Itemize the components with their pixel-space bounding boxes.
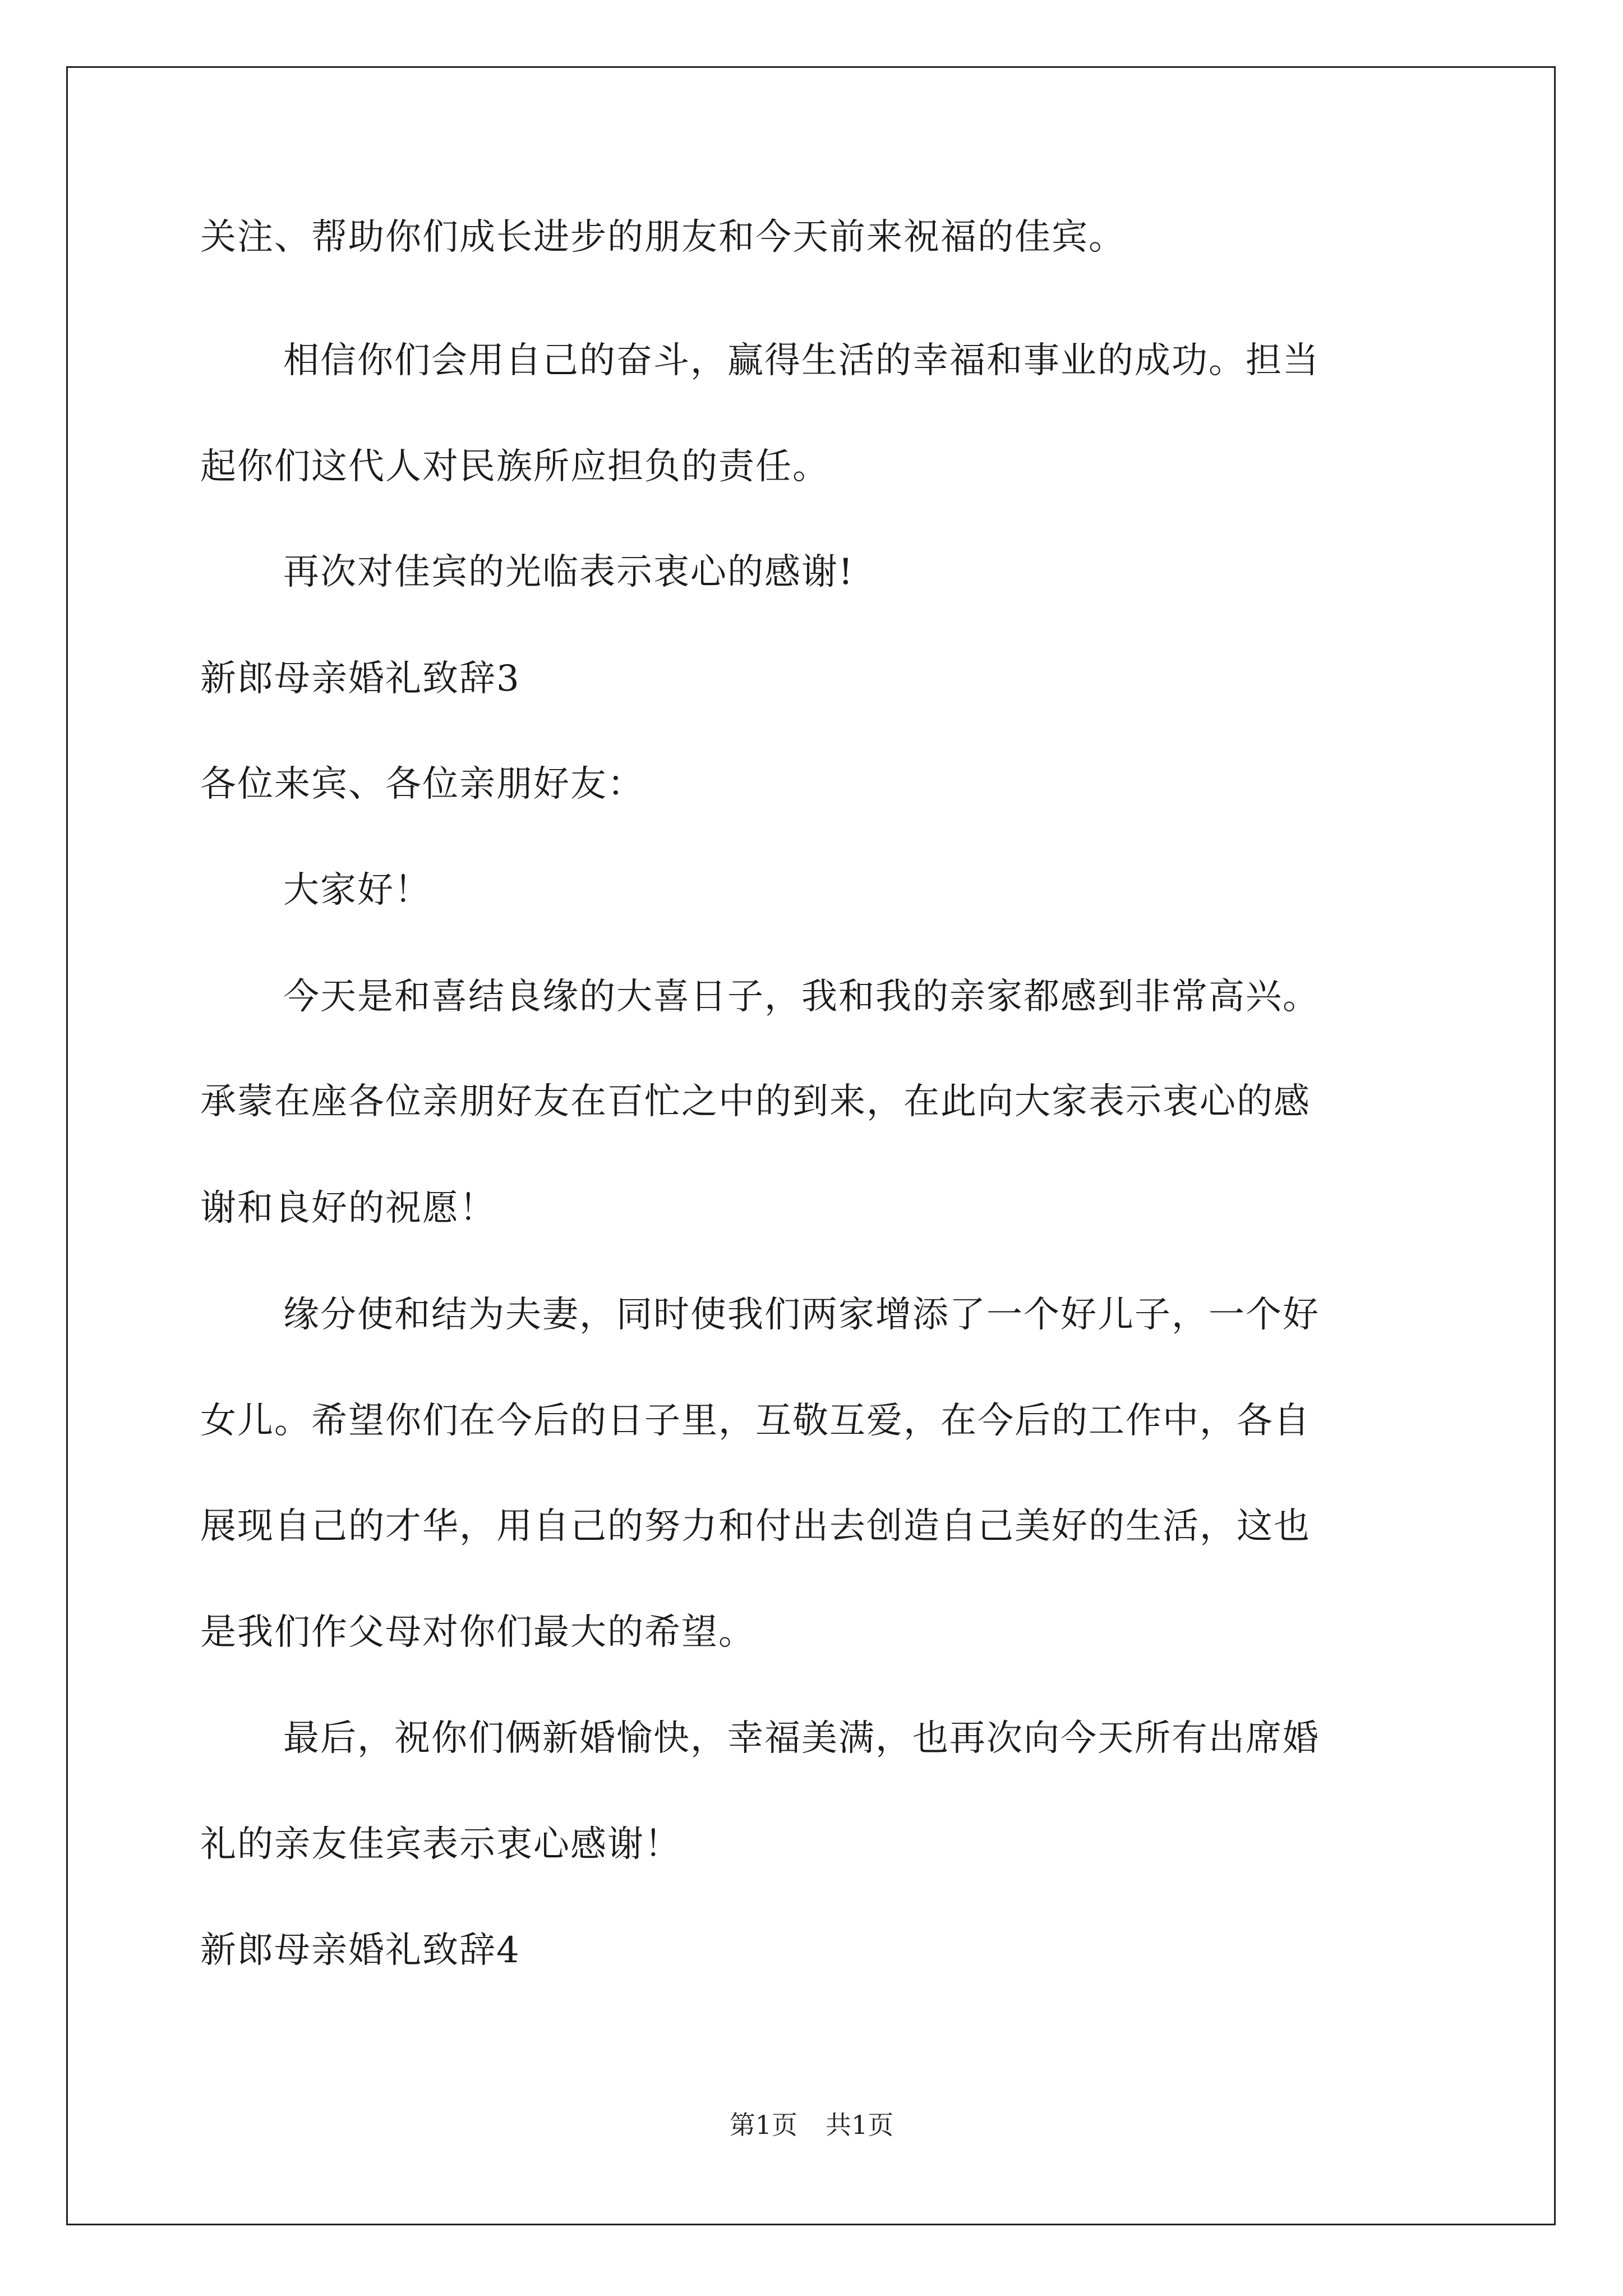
- paragraph-line: 礼的亲友佳宾表示衷心感谢！: [200, 1824, 681, 1865]
- section-heading: 新郎母亲婚礼致辞3: [200, 658, 520, 700]
- paragraph-line: 女儿。希望你们在今后的日子里，互敬互爱，在今后的工作中，各自: [200, 1400, 1311, 1442]
- paragraph-line: 各位来宾、各位亲朋好友：: [200, 763, 644, 805]
- page-border: [66, 66, 1556, 2225]
- section-heading: 新郎母亲婚礼致辞4: [200, 1930, 520, 1971]
- paragraph-line: 承蒙在座各位亲朋好友在百忙之中的到来，在此向大家表示衷心的感: [200, 1081, 1311, 1122]
- page-number-current: 第1页: [729, 2110, 797, 2140]
- paragraph-line: 关注、帮助你们成长进步的朋友和今天前来祝福的佳宾。: [200, 217, 1126, 258]
- paragraph-line: 最后，祝你们俩新婚愉快，幸福美满，也再次向今天所有出席婚: [283, 1718, 1320, 1759]
- paragraph-line: 相信你们会用自己的奋斗，赢得生活的幸福和事业的成功。担当: [283, 340, 1320, 381]
- paragraph-line: 是我们作父母对你们最大的希望。: [200, 1612, 755, 1653]
- page-footer: [0, 2109, 1623, 2141]
- paragraph-line: 谢和良好的祝愿！: [200, 1188, 496, 1229]
- paragraph-line: 今天是和喜结良缘的大喜日子，我和我的亲家都感到非常高兴。: [283, 976, 1320, 1018]
- paragraph-line: 缘分使和结为夫妻，同时使我们两家增添了一个好儿子，一个好: [283, 1294, 1320, 1336]
- paragraph-line: 大家好！: [283, 869, 431, 911]
- paragraph-line: 起你们这代人对民族所应担负的责任。: [200, 446, 829, 487]
- paragraph-line: 再次对佳宾的光临表示衷心的感谢!: [283, 551, 854, 593]
- page-number-total: 共1页: [826, 2110, 894, 2140]
- paragraph-line: 展现自己的才华，用自己的努力和付出去创造自己美好的生活，这也: [200, 1506, 1311, 1547]
